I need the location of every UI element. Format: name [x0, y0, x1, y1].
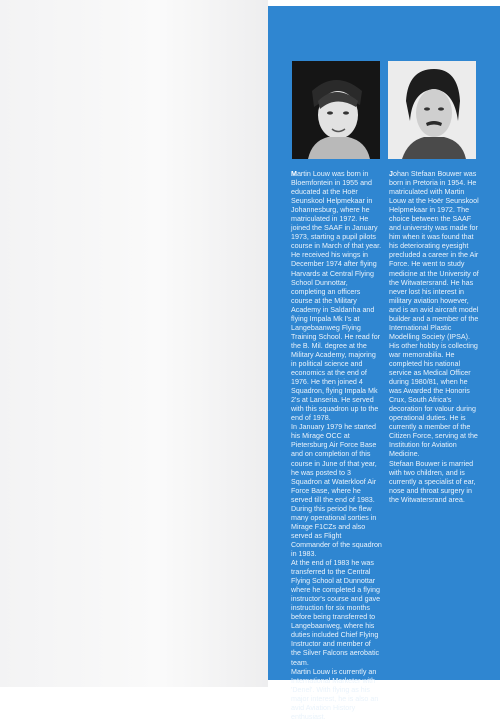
- johan-bouwer-bio-paragraph-2: Stefaan Bouwer is married with two children, and is currently a specialist of ear, nose and throat surgery in the Witwatersrand area.: [389, 459, 476, 504]
- johan-bouwer-bio: [389, 170, 480, 505]
- drop-initial: M: [291, 170, 297, 178]
- martin-louw-bio-paragraph-1: Martin Louw was born in Bloemfontein in 1955 and educated at the Hoër Seunskool Helpmekaar in Johannesburg, where he matriculated in 1972. He joined the SAAF in January 1973, starting a pupil pilots course in March of that year. He received his wings in December 1974 after flying Harvards at Central Flying School Dunnottar, completing an officers course at the Military Academy in Saldanha and flying Impala Mk I's at Langebaanweg Flying Training School. He read for the B. Mil. degree at the Military Academy, majoring in political science and economics at the end of 1976. He then joined 4 Squadron, flying Impala Mk 2's at Lanseria. He served with this squadron up to the end of 1978.: [291, 170, 382, 423]
- martin-louw-photo: [292, 61, 380, 159]
- drop-initial: J: [389, 170, 393, 178]
- top-margin: [268, 0, 500, 6]
- martin-louw-bio-paragraph-4: Martin Louw is currently an International Marketer with 'Denel'. With flying as his major interest, he is also an avid Aviation History enthusiast.: [291, 667, 379, 721]
- martin-louw-bio-paragraph-3: At the end of 1983 he was transferred to the Central Flying School at Dunnottar where he completed a flying instructor's course and gave instruction for six months before being transferred to Langebaanweg, where his duties included Chief Flying Instructor and member of the Silver Falcons aerobatic team.: [291, 559, 381, 667]
- martin-louw-bio: [291, 170, 382, 722]
- martin-louw-bio-paragraph-2: In January 1979 he started his Mirage OCC at Pietersburg Air Force Base and on completion of this course in June of that year, he was posted to 3 Squadron at Waterkloof Air Force Base, where he served till the end of 1983. During this period he flew many operational sorties in Mirage F1CZs and also served as Flight Commander of the squadron in 1983.: [291, 423, 382, 558]
- johan-bouwer-photo: [388, 61, 476, 159]
- johan-bouwer-bio-paragraph-1: Johan Stefaan Bouwer was born in Pretoria in 1954. He matriculated with Martin Louw at the Hoër Seunskool Helpmekaar in 1972. The choice between the SAAF and university was made for him when it was found that his deteriorating eyesight precluded a career in the Air Force. He went to study medicine at the University of the Witwatersrand. He has never lost his interest in military aviation however, and is an avid aircraft model builder and a member of the International Plastic Modelling Society (IPSA). His other hobby is collecting war memorabilia. He completed his national service as Medical Officer during 1980/81, when he was Awarded the Honoris Crux, South Africa's decoration for valour during operational duties. He is currently a member of the Citizen Force, serving at the Institution for Aviation Medicine.: [389, 170, 479, 459]
